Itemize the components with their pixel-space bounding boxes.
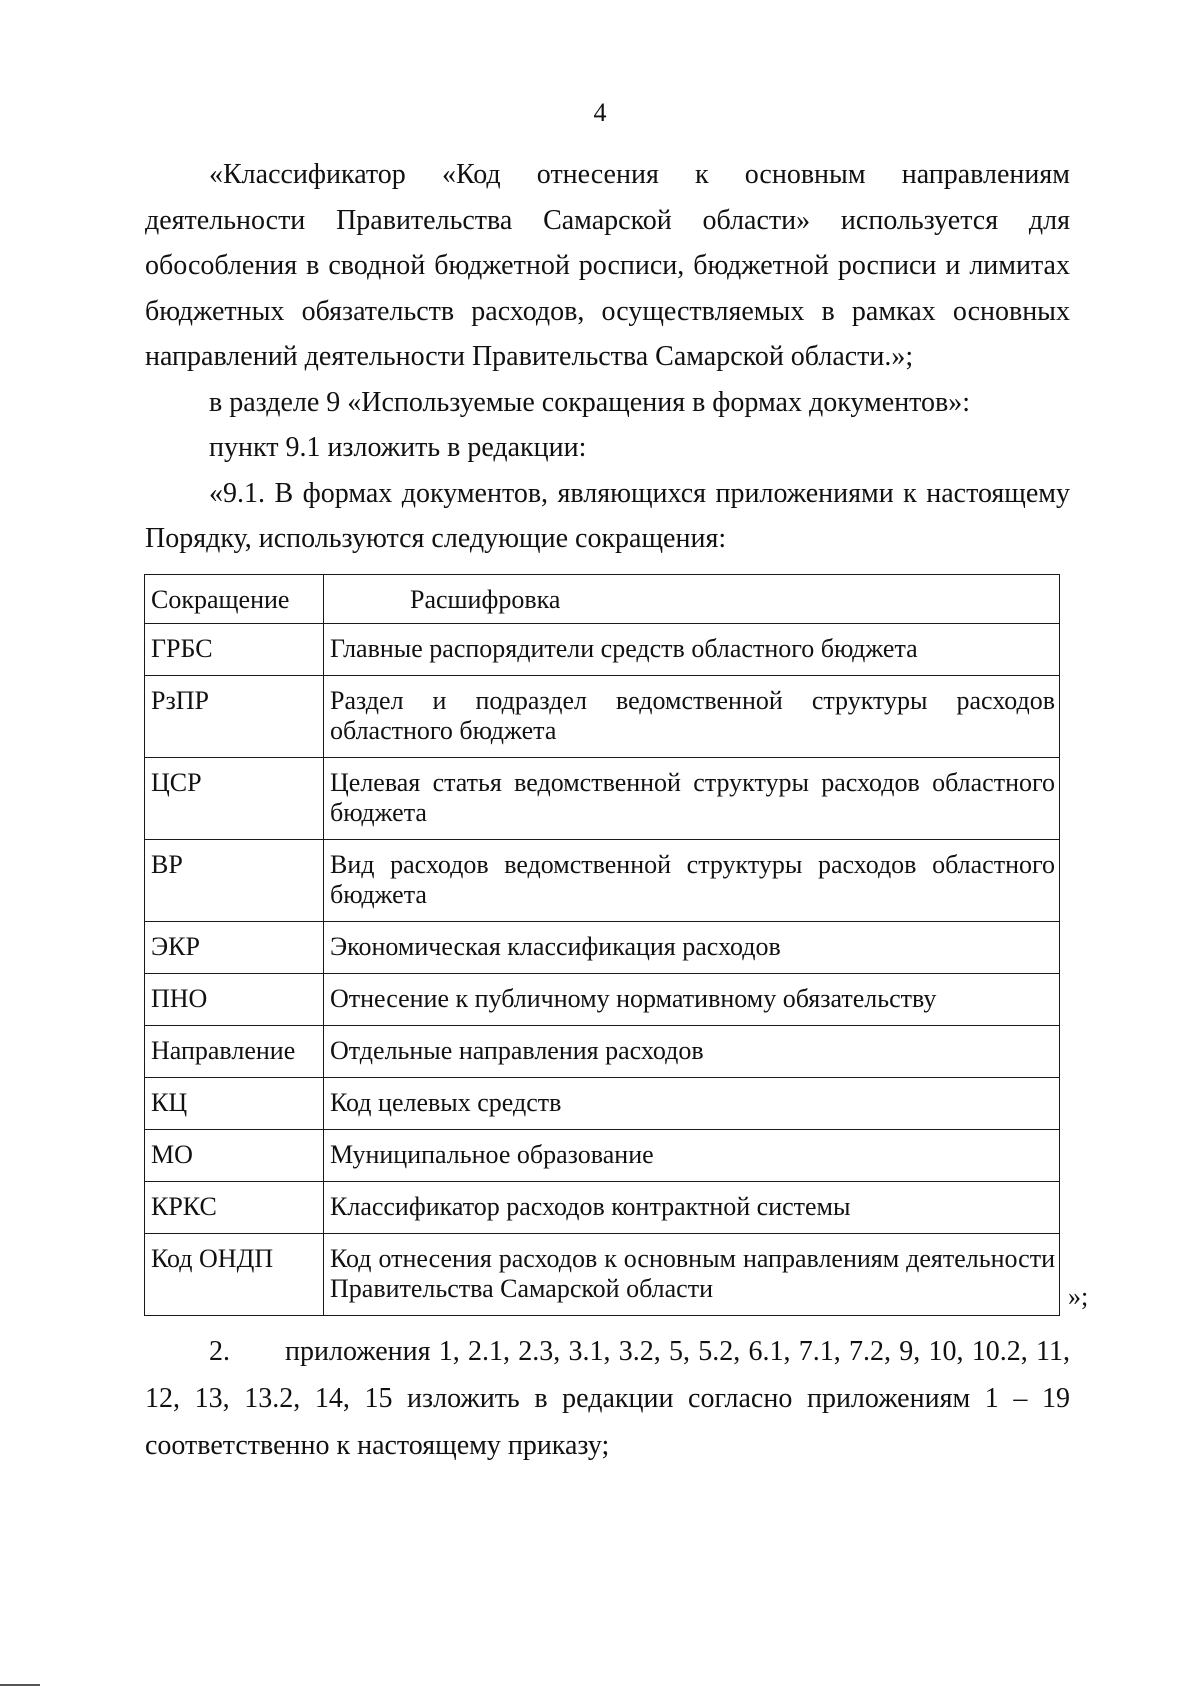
header-abbreviation: Сокращение [145, 575, 324, 624]
header-decoding: Расшифровка [324, 575, 1060, 624]
table-row [145, 1182, 1060, 1234]
scan-edge-mark [0, 1684, 40, 1686]
body-text [145, 152, 1070, 562]
decoding-cell: Главные распорядители средств областного бюджета [324, 624, 1060, 676]
paragraph-section-9: в разделе 9 «Используемые сокращения в формах документов»: [209, 386, 971, 418]
abbreviation-cell: КРКС [145, 1182, 324, 1234]
abbreviation-cell: Код ОНДП [145, 1234, 324, 1316]
decoding-cell: Экономическая классификация расходов [324, 922, 1060, 974]
table-row [145, 1026, 1060, 1078]
decoding-cell: Отнесение к публичному нормативному обязательству [324, 974, 1060, 1026]
decoding-cell: Муниципальное образование [324, 1130, 1060, 1182]
table-row [145, 922, 1060, 974]
decoding-cell: Целевая статья ведомственной структуры расходов областного бюджета [324, 758, 1060, 840]
table-row [145, 624, 1060, 676]
table-row [145, 840, 1060, 922]
abbreviations-table [144, 574, 1060, 1316]
decoding-cell: Классификатор расходов контрактной системы [324, 1182, 1060, 1234]
table-row [145, 676, 1060, 758]
abbreviation-cell: ВР [145, 840, 324, 922]
page-number: 4 [593, 98, 607, 127]
table-row [145, 1078, 1060, 1130]
item-2-text: приложения 1, 2.1, 2.3, 3.1, 3.2, 5, 5.2, 6.1, 7.1, 7.2, 9, 10, 10.2, 11, 12, 13, 13.2, 14, 15 изложить в редакции согласно приложениям 1 – 19 соответственно к настоящему приказу; [145, 1336, 1070, 1461]
item-2-paragraph [145, 1328, 1070, 1469]
abbreviation-cell: ПНО [145, 974, 324, 1026]
item-2-block [145, 1328, 1070, 1469]
abbreviation-cell: ЦСР [145, 758, 324, 840]
decoding-cell: Раздел и подраздел ведомственной структуры расходов областного бюджета [324, 676, 1060, 758]
decoding-cell: Код целевых средств [324, 1078, 1060, 1130]
table-row [145, 1130, 1060, 1182]
decoding-cell: Код отнесения расходов к основным направлениям деятельности Правительства Самарской области [324, 1234, 1060, 1316]
item-2-number: 2. [209, 1336, 230, 1367]
abbreviation-cell: КЦ [145, 1078, 324, 1130]
table-row [145, 758, 1060, 840]
table-row [145, 974, 1060, 1026]
paragraph-abbreviations-intro: «9.1. В формах документов, являющихся приложениями к настоящему Порядку, используются следующие сокращения: [145, 477, 1070, 554]
table-closing-quote: »; [1068, 1282, 1089, 1311]
paragraph-classifier: «Классификатор «Код отнесения к основным направлениям деятельности Правительства Самарской области» используется для обособления в сводной бюджетной росписи, бюджетной росписи и лимитах бюджетных обязательств расходов, осуществляемых в рамках основных направлений деятельности Правительства Самарской области.»; [145, 159, 1070, 372]
table-header-row [145, 575, 1060, 624]
abbreviation-cell: ЭКР [145, 922, 324, 974]
paragraph-item-9-1: пункт 9.1 изложить в редакции: [209, 432, 587, 463]
abbreviation-cell: ГРБС [145, 624, 324, 676]
decoding-cell: Отдельные направления расходов [324, 1026, 1060, 1078]
abbreviation-cell: МО [145, 1130, 324, 1182]
decoding-cell: Вид расходов ведомственной структуры расходов областного бюджета [324, 840, 1060, 922]
table-row [145, 1234, 1060, 1316]
abbreviation-cell: РзПР [145, 676, 324, 758]
abbreviation-cell: Направление [145, 1026, 324, 1078]
